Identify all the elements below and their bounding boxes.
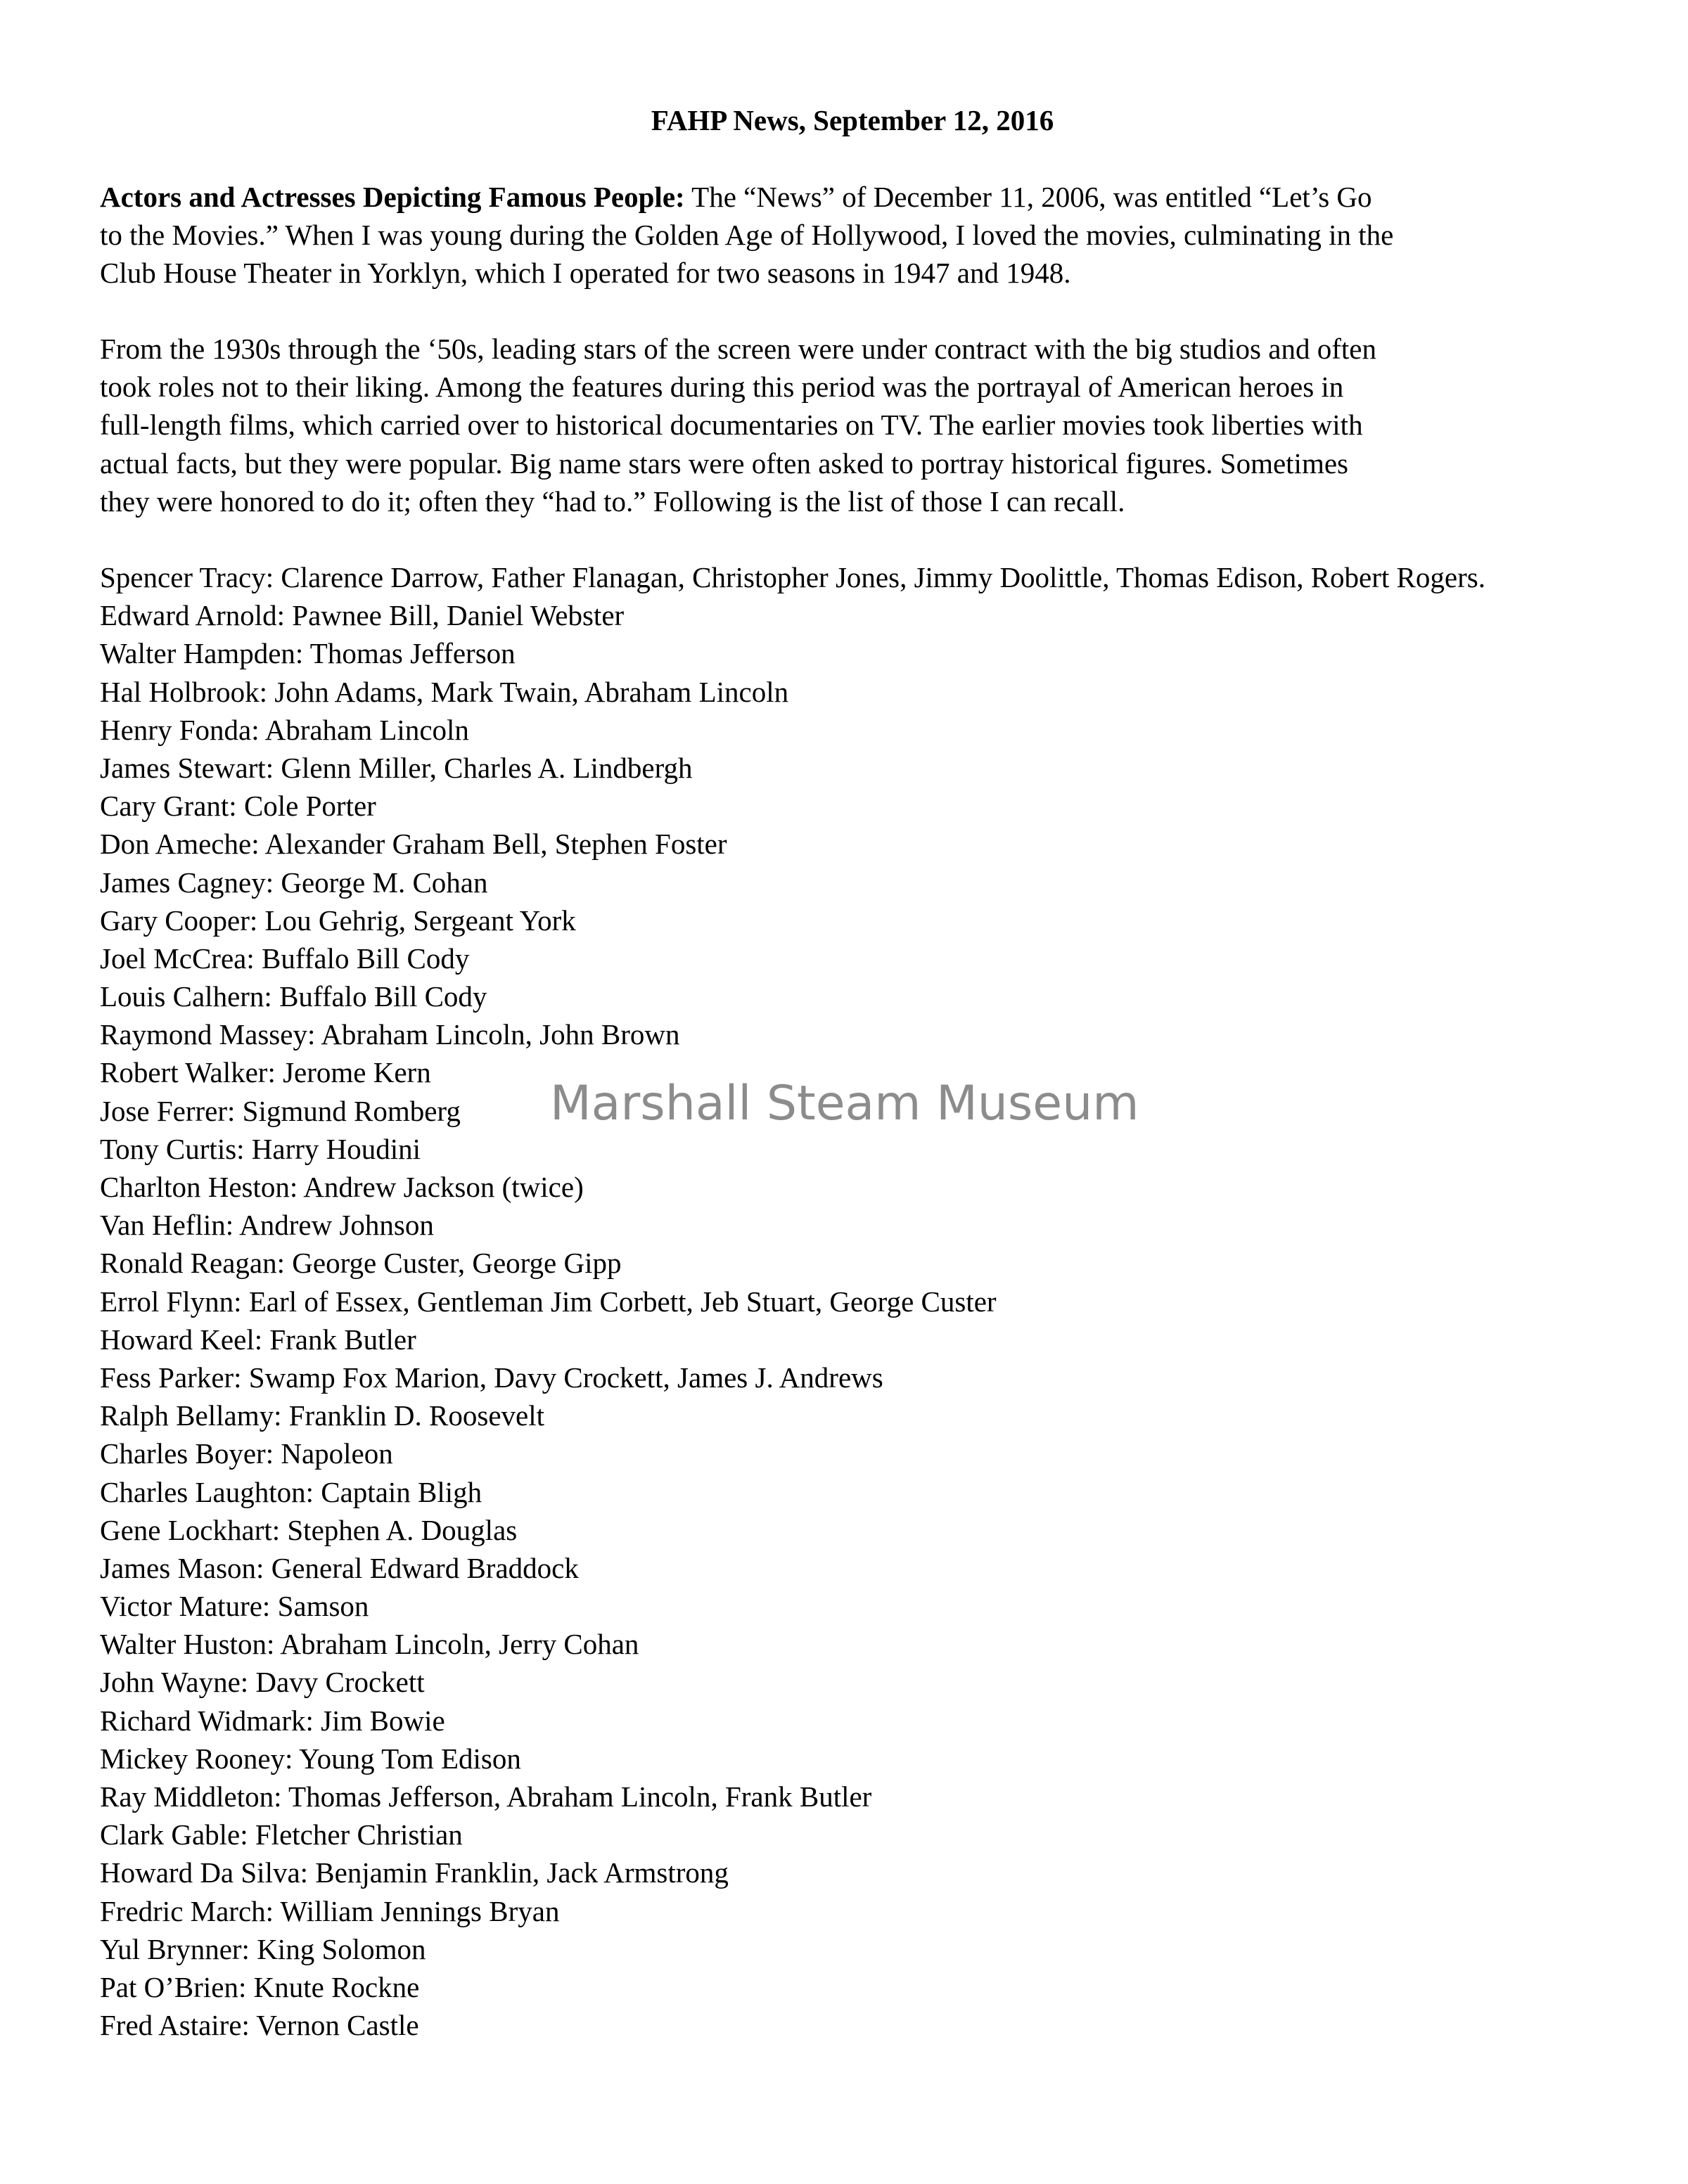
actor-role-entry: Fess Parker: Swamp Fox Marion, Davy Crockett, James J. Andrews (100, 1361, 883, 1394)
actor-role-entry: Ronald Reagan: George Custer, George Gipp (100, 1247, 622, 1280)
actor-role-entry: Ralph Bellamy: Franklin D. Roosevelt (100, 1399, 545, 1432)
actor-role-entry: Van Heflin: Andrew Johnson (100, 1209, 434, 1242)
actor-role-entry: Yul Brynner: King Solomon (100, 1932, 426, 1965)
context-paragraph-line: full-length films, which carried over to historical documentaries on TV. The earlier movies took liberties with (100, 409, 1363, 442)
intro-paragraph (100, 178, 1612, 293)
actor-role-entry: Richard Widmark: Jim Bowie (100, 1704, 445, 1737)
actor-role-entry: Robert Walker: Jerome Kern (100, 1056, 431, 1089)
watermark: Marshall Steam Museum (550, 1076, 1139, 1131)
actor-role-entry: Don Ameche: Alexander Graham Bell, Stephen Foster (100, 828, 727, 861)
intro-line1-rest: The “News” of December 11, 2006, was entitled “Let’s Go (684, 181, 1372, 213)
intro-paragraph-line: Club House Theater in Yorklyn, which I operated for two seasons in 1947 and 1948. (100, 257, 1071, 290)
actor-role-entry: Hal Holbrook: John Adams, Mark Twain, Abraham Lincoln (100, 675, 789, 708)
actor-role-entry: Howard Da Silva: Benjamin Franklin, Jack Armstrong (100, 1856, 729, 1889)
actor-role-entry: Tony Curtis: Harry Houdini (100, 1132, 421, 1165)
context-paragraph (100, 330, 1612, 520)
actor-role-entry: Charlton Heston: Andrew Jackson (twice) (100, 1171, 584, 1204)
actor-role-entry: Fredric March: William Jennings Bryan (100, 1894, 560, 1927)
intro-paragraph-line (100, 178, 1612, 216)
document-title: FAHP News, September 12, 2016 (651, 104, 1054, 136)
context-paragraph-line: From the 1930s through the ‘50s, leading stars of the screen were under contract with the big studios and often (100, 333, 1376, 365)
actor-role-entry: James Cagney: George M. Cohan (100, 866, 488, 899)
context-paragraph-line: actual facts, but they were popular. Big name stars were often asked to portray historical figures. Sometimes (100, 447, 1348, 480)
actor-role-entry: Edward Arnold: Pawnee Bill, Daniel Webster (100, 599, 625, 632)
actor-role-entry: Pat O’Brien: Knute Rockne (100, 1970, 420, 2003)
actor-role-entry: Raymond Massey: Abraham Lincoln, John Brown (100, 1018, 680, 1051)
context-paragraph-line: they were honored to do it; often they “had to.” Following is the list of those I can recall. (100, 484, 1125, 518)
actor-role-entry: Joel McCrea: Buffalo Bill Cody (100, 942, 470, 975)
actor-role-entry: Walter Huston: Abraham Lincoln, Jerry Cohan (100, 1628, 639, 1661)
actor-role-entry: Charles Boyer: Napoleon (100, 1437, 393, 1470)
actor-role-entry: Cary Grant: Cole Porter (100, 790, 376, 823)
actor-role-entry: Charles Laughton: Captain Bligh (100, 1475, 482, 1508)
actor-role-entry: Jose Ferrer: Sigmund Romberg (100, 1094, 461, 1127)
actor-role-entry: Louis Calhern: Buffalo Bill Cody (100, 980, 487, 1013)
actor-role-entry: Gene Lockhart: Stephen A. Douglas (100, 1513, 518, 1546)
actor-role-entry: Clark Gable: Fletcher Christian (100, 1818, 463, 1851)
actor-role-entry: Ray Middleton: Thomas Jefferson, Abraham Lincoln, Frank Butler (100, 1780, 872, 1813)
actor-role-entry: Victor Mature: Samson (100, 1590, 369, 1623)
actor-role-entry: Errol Flynn: Earl of Essex, Gentleman Jim Corbett, Jeb Stuart, George Custer (100, 1285, 997, 1318)
actor-role-list (100, 558, 1612, 2044)
actor-role-entry: John Wayne: Davy Crockett (100, 1666, 425, 1699)
actor-role-entry: Mickey Rooney: Young Tom Edison (100, 1742, 521, 1775)
context-paragraph-line: took roles not to their liking. Among the features during this period was the portrayal of American heroes in (100, 371, 1344, 404)
section-heading: Actors and Actresses Depicting Famous People: (100, 181, 685, 213)
actor-role-entry: James Stewart: Glenn Miller, Charles A. Lindbergh (100, 751, 693, 784)
actor-role-entry: James Mason: General Edward Braddock (100, 1551, 579, 1584)
actor-role-entry: Gary Cooper: Lou Gehrig, Sergeant York (100, 904, 576, 937)
actor-role-entry: Henry Fonda: Abraham Lincoln (100, 713, 469, 746)
intro-paragraph-line: to the Movies.” When I was young during the Golden Age of Hollywood, I loved the movies, culminating in the (100, 219, 1394, 252)
actor-role-entry: Spencer Tracy: Clarence Darrow, Father Flanagan, Christopher Jones, Jimmy Doolittle, Thomas Edison, Robert Rogers. (100, 561, 1485, 593)
actor-role-entry: Walter Hampden: Thomas Jefferson (100, 637, 516, 670)
actor-role-entry: Howard Keel: Frank Butler (100, 1323, 416, 1356)
actor-role-entry: Fred Astaire: Vernon Castle (100, 2009, 419, 2042)
